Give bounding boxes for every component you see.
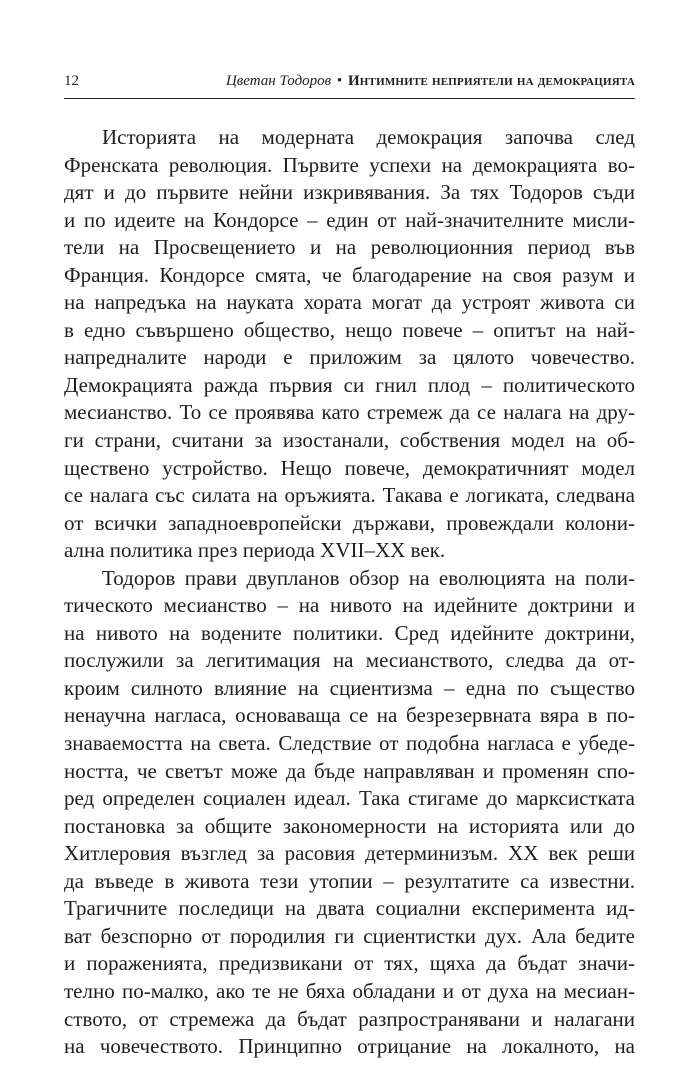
text-line: ненаучна нагласа, основаваща се на безрезервната вяра в по- — [64, 703, 635, 728]
text-line: на нивото на водените политики. Сред идейните доктрини, — [64, 620, 635, 645]
text-line: тическото месианство – на нивото на идейните доктрини и — [64, 593, 635, 618]
text-line: ществено устройство. Нещо повече, демократичният модел — [64, 455, 635, 480]
text-line: ги страни, считани за изостанали, собствения модел на об- — [64, 428, 635, 453]
text-line: от всички западноевропейски държави, провеждали колони- — [64, 510, 635, 535]
text-line: тели на Просвещението и на революционния период във — [64, 235, 635, 260]
text-line: послужили за легитимация на месианството, следва да от- — [64, 648, 635, 673]
text-line: Тодоров прави двупланов обзор на еволюцията на поли- — [102, 565, 635, 590]
text-line: в едно съвършено общество, нещо повече – опитът на най- — [64, 317, 635, 342]
header-author: Цветан Тодоров — [225, 73, 332, 89]
text-line: кроим силното влияние на сциентизма – една по същество — [64, 675, 635, 700]
text-line: знаваемостта на света. Следствие от подобна нагласа е убеде- — [64, 731, 635, 756]
text-line: ват безспорно от породилия ги сциентистки дух. Ала бедите — [64, 923, 635, 948]
text-line: ред определен социален идеал. Така стигаме до марксистката — [64, 786, 635, 811]
text-line: се налага със силата на оръжията. Такава е логиката, следвана — [64, 483, 635, 508]
text-line: напредналите народи е приложим за цялото човечество. — [64, 345, 635, 370]
paragraph — [64, 565, 635, 1061]
text-line: дят и до първите нейни изкривявания. За тях Тодоров съди — [64, 180, 635, 205]
text-line: и пораженията, предизвикани от тях, щяха да бъдат значи- — [64, 951, 635, 976]
text-line: Историята на модерната демокрация започва след — [102, 125, 635, 149]
text-line: ността, че светът може да бъде направляван и променян спо- — [64, 758, 635, 783]
header-title-group — [226, 70, 635, 92]
running-header — [64, 70, 635, 92]
text-line: ална политика през периода XVII–XX век. — [64, 538, 446, 563]
text-line: ството, от стремежа да бъдат разпространявани и налагани — [64, 1006, 635, 1031]
header-rule — [64, 98, 635, 99]
text-line: телно по-малко, ако те не бяха обладани и от духа на месиан- — [64, 978, 635, 1003]
header-separator: • — [336, 73, 343, 89]
text-line: да въведе в живота тези утопии – резултатите са известни. — [64, 868, 635, 893]
text-line: Френската революция. Първите успехи на демокрацията во- — [64, 152, 635, 177]
paragraph — [64, 124, 635, 565]
text-line: Хитлеровия възглед за расовия детерминизъм. XX век реши — [64, 841, 635, 866]
text-line: постановка за общите закономерности на историята или до — [64, 813, 635, 838]
text-line: Демокрацията ражда първия си гнил плод – политическото — [64, 372, 635, 397]
text-line: и по идеите на Кондорсе – един от най-значителните мисли- — [64, 207, 635, 232]
text-line: на напредъка на науката хората могат да устроят живота си — [64, 290, 635, 315]
header-book-title: Интимните неприятели на демокрацията — [347, 73, 635, 89]
body-text — [64, 124, 635, 1061]
page-number: 12 — [64, 73, 79, 89]
text-line: месианство. То се проявява като стремеж да се налага на дру- — [64, 400, 635, 425]
text-line: Трагичните последици на двата социални експеримента ид- — [64, 896, 635, 921]
text-line: на човечеството. Принципно отрицание на локалното, на — [64, 1034, 635, 1059]
text-line: Франция. Кондорсе смята, че благодарение на своя разум и — [64, 262, 635, 287]
